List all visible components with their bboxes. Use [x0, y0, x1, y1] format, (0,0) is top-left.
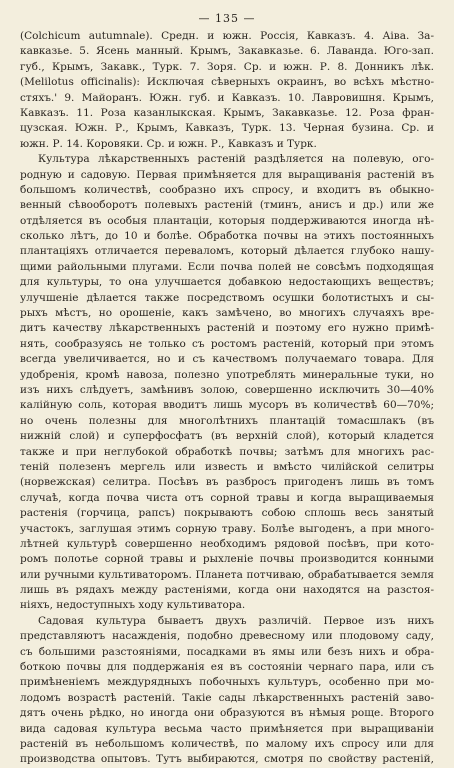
text-line: дитъ качеству лѣкарственныхъ растеній и поэтому его нужно примѣ-	[20, 322, 434, 335]
text-line: лишь въ рядахъ между растеніями, когда они находятся на разстоя-	[20, 584, 434, 597]
text-line: отдѣляется въ особыя плантаціи, которыя поддерживаются иногда нѣ-	[20, 214, 434, 227]
text-line: также и при неглубокой обработкѣ почвы; затѣмъ для многихъ рас-	[20, 445, 434, 458]
text-line: всегда увеличивается, но и съ качествомъ получаемаго товара. Для	[20, 353, 434, 366]
text-line: плантаціяхъ отличается переваломъ, который дѣлается глубоко нашу-	[20, 245, 434, 258]
text-line: случаѣ, когда почва чиста отъ сорной травы и когда выращиваемыя	[20, 491, 434, 504]
text-line: сколько лѣтъ, до 10 и болѣе. Обработка почвы на этихъ постоянныхъ	[20, 230, 434, 243]
text-line: нижній слой) и суперфосфатъ (въ верхній слой), который кладется	[20, 430, 434, 443]
text-line: Культура лѣкарственныхъ растеній раздѣляется на полевую, ого-	[38, 153, 434, 166]
text-line: (норвежская) селитра. Посѣвъ въ разбросъ пригоденъ лишь въ томъ	[20, 476, 434, 489]
text-line: рыхъ мѣстъ, но орошеніе, какъ замѣчено, во многихъ случаяхъ вре-	[20, 307, 434, 320]
text-line: цузская. Южн. Р., Крымъ, Кавказъ, Турк. 13. Черная бузина. Ср. и	[20, 122, 434, 135]
page-body-text	[20, 29, 434, 768]
text-line: Кавказъ. 11. Роза казанлыкская. Крымъ, Закавказье. 12. Роза фран-	[20, 106, 434, 119]
text-line: нять, сообразуясь не только съ ростомъ растеній, который при этомъ	[20, 337, 434, 350]
text-line: производства опытовъ. Тутъ выбираются, смотря по свойству растеній,	[20, 753, 434, 766]
text-line: Садовая культура бываетъ двухъ различій. Первое изъ нихъ	[38, 614, 434, 627]
text-line: вида садовая культура весьма часто примѣняется при выращиваніи	[20, 722, 434, 735]
text-line: улучшеніе дѣлается также посредствомъ осушки болотистыхъ и сы-	[20, 291, 434, 304]
text-line: стяхъ.' 9. Майоранъ. Южн. губ. и Кавказъ. 10. Лавровишня. Крымъ,	[20, 91, 434, 104]
text-line: участокъ, заглушая этимъ сорную траву. Болѣе выгоденъ, а при много-	[20, 522, 434, 535]
text-line: щими райольными плугами. Если почва полей не совсѣмъ подходящая	[20, 260, 434, 273]
text-line: южн. Р. 14. Коровяки. Ср. и южн. Р., Кавказъ и Турк.	[20, 137, 317, 150]
text-line: кавказье. 5. Ясень манный. Крымъ, Закавказье. 6. Лаванда. Юго-зап.	[20, 45, 434, 58]
text-line: калійную соль, которая вводитъ лишь мусоръ въ количествѣ 60—70%;	[20, 399, 434, 412]
text-line: большомъ количествѣ, сообразно ихъ спросу, и входитъ въ обыкно-	[20, 183, 434, 196]
text-line: съ большими разстояніями, посадками въ ямы или безъ нихъ и обра-	[20, 645, 434, 658]
text-line: дятъ очень рѣдко, но иногда они образуются въ нѣмыя роще. Второго	[20, 707, 434, 720]
text-line: губ., Крымъ, Закавк., Турк. 7. Зоря. Ср. и южн. Р. 8. Донникъ лѣк.	[20, 60, 434, 73]
text-line: растенія (горчица, рапсъ) покрываютъ собою сплошь весь занятый	[20, 507, 434, 520]
text-line: лодомъ возрастѣ растеній. Такіе сады лѣкарственныхъ растеній заво-	[20, 691, 434, 704]
text-line: лѣтней культурѣ совершенно необходимъ рядовой посѣвъ, при кото-	[20, 537, 434, 550]
page-number: — 135 —	[198, 12, 256, 25]
text-line: изъ нихъ слѣдуетъ, замѣнивъ золою, совершенно исключить 30—40%	[20, 383, 434, 396]
text-line: но очень полезны для многолѣтнихъ плантацій томасшлакъ (въ	[20, 414, 434, 427]
text-line: растеній въ небольшомъ количествѣ, по малому ихъ спросу или для	[20, 737, 434, 750]
text-line: теній полезенъ мергель или известь и вмѣсто чилійской селитры	[20, 460, 434, 473]
text-line: удобренія, кромѣ навоза, полезно употреблять минеральные туки, но	[20, 368, 434, 381]
text-line: (Melilotus officinalis): Исключая сѣверныхъ окраинъ, во всѣхъ мѣстно-	[20, 76, 434, 89]
text-line: (Colchicum autumnale). Средн. и южн. Россія, Кавказъ. 4. Аіва. За-	[20, 30, 434, 42]
text-line: венный сѣвооборотъ полевыхъ растеній (тминъ, анисъ и др.) или же	[20, 199, 434, 212]
text-line: представляютъ насажденія, подобно древесному или плодовому саду,	[20, 630, 434, 643]
text-line: боткою почвы для поддержанія ея въ состояніи чернаго пара, или съ	[20, 661, 434, 674]
text-line: ніяхъ, недоступныхъ ходу культиватора.	[20, 599, 246, 612]
text-line: родную и садовую. Первая примѣняется для выращиванія растеній въ	[20, 168, 434, 181]
text-line: ромъ полотье сорной травы и рыхленіе почвы производится конными	[20, 553, 434, 566]
text-line: для культуры, то она улучшается добавкою недостающихъ веществъ;	[20, 276, 434, 289]
text-line: или ручными культиваторомъ. Планета потчиваю, обрабатывается земля	[20, 568, 434, 581]
text-line: примѣненіемъ междурядныхъ побочныхъ культуръ, особенно при мо-	[20, 676, 434, 689]
